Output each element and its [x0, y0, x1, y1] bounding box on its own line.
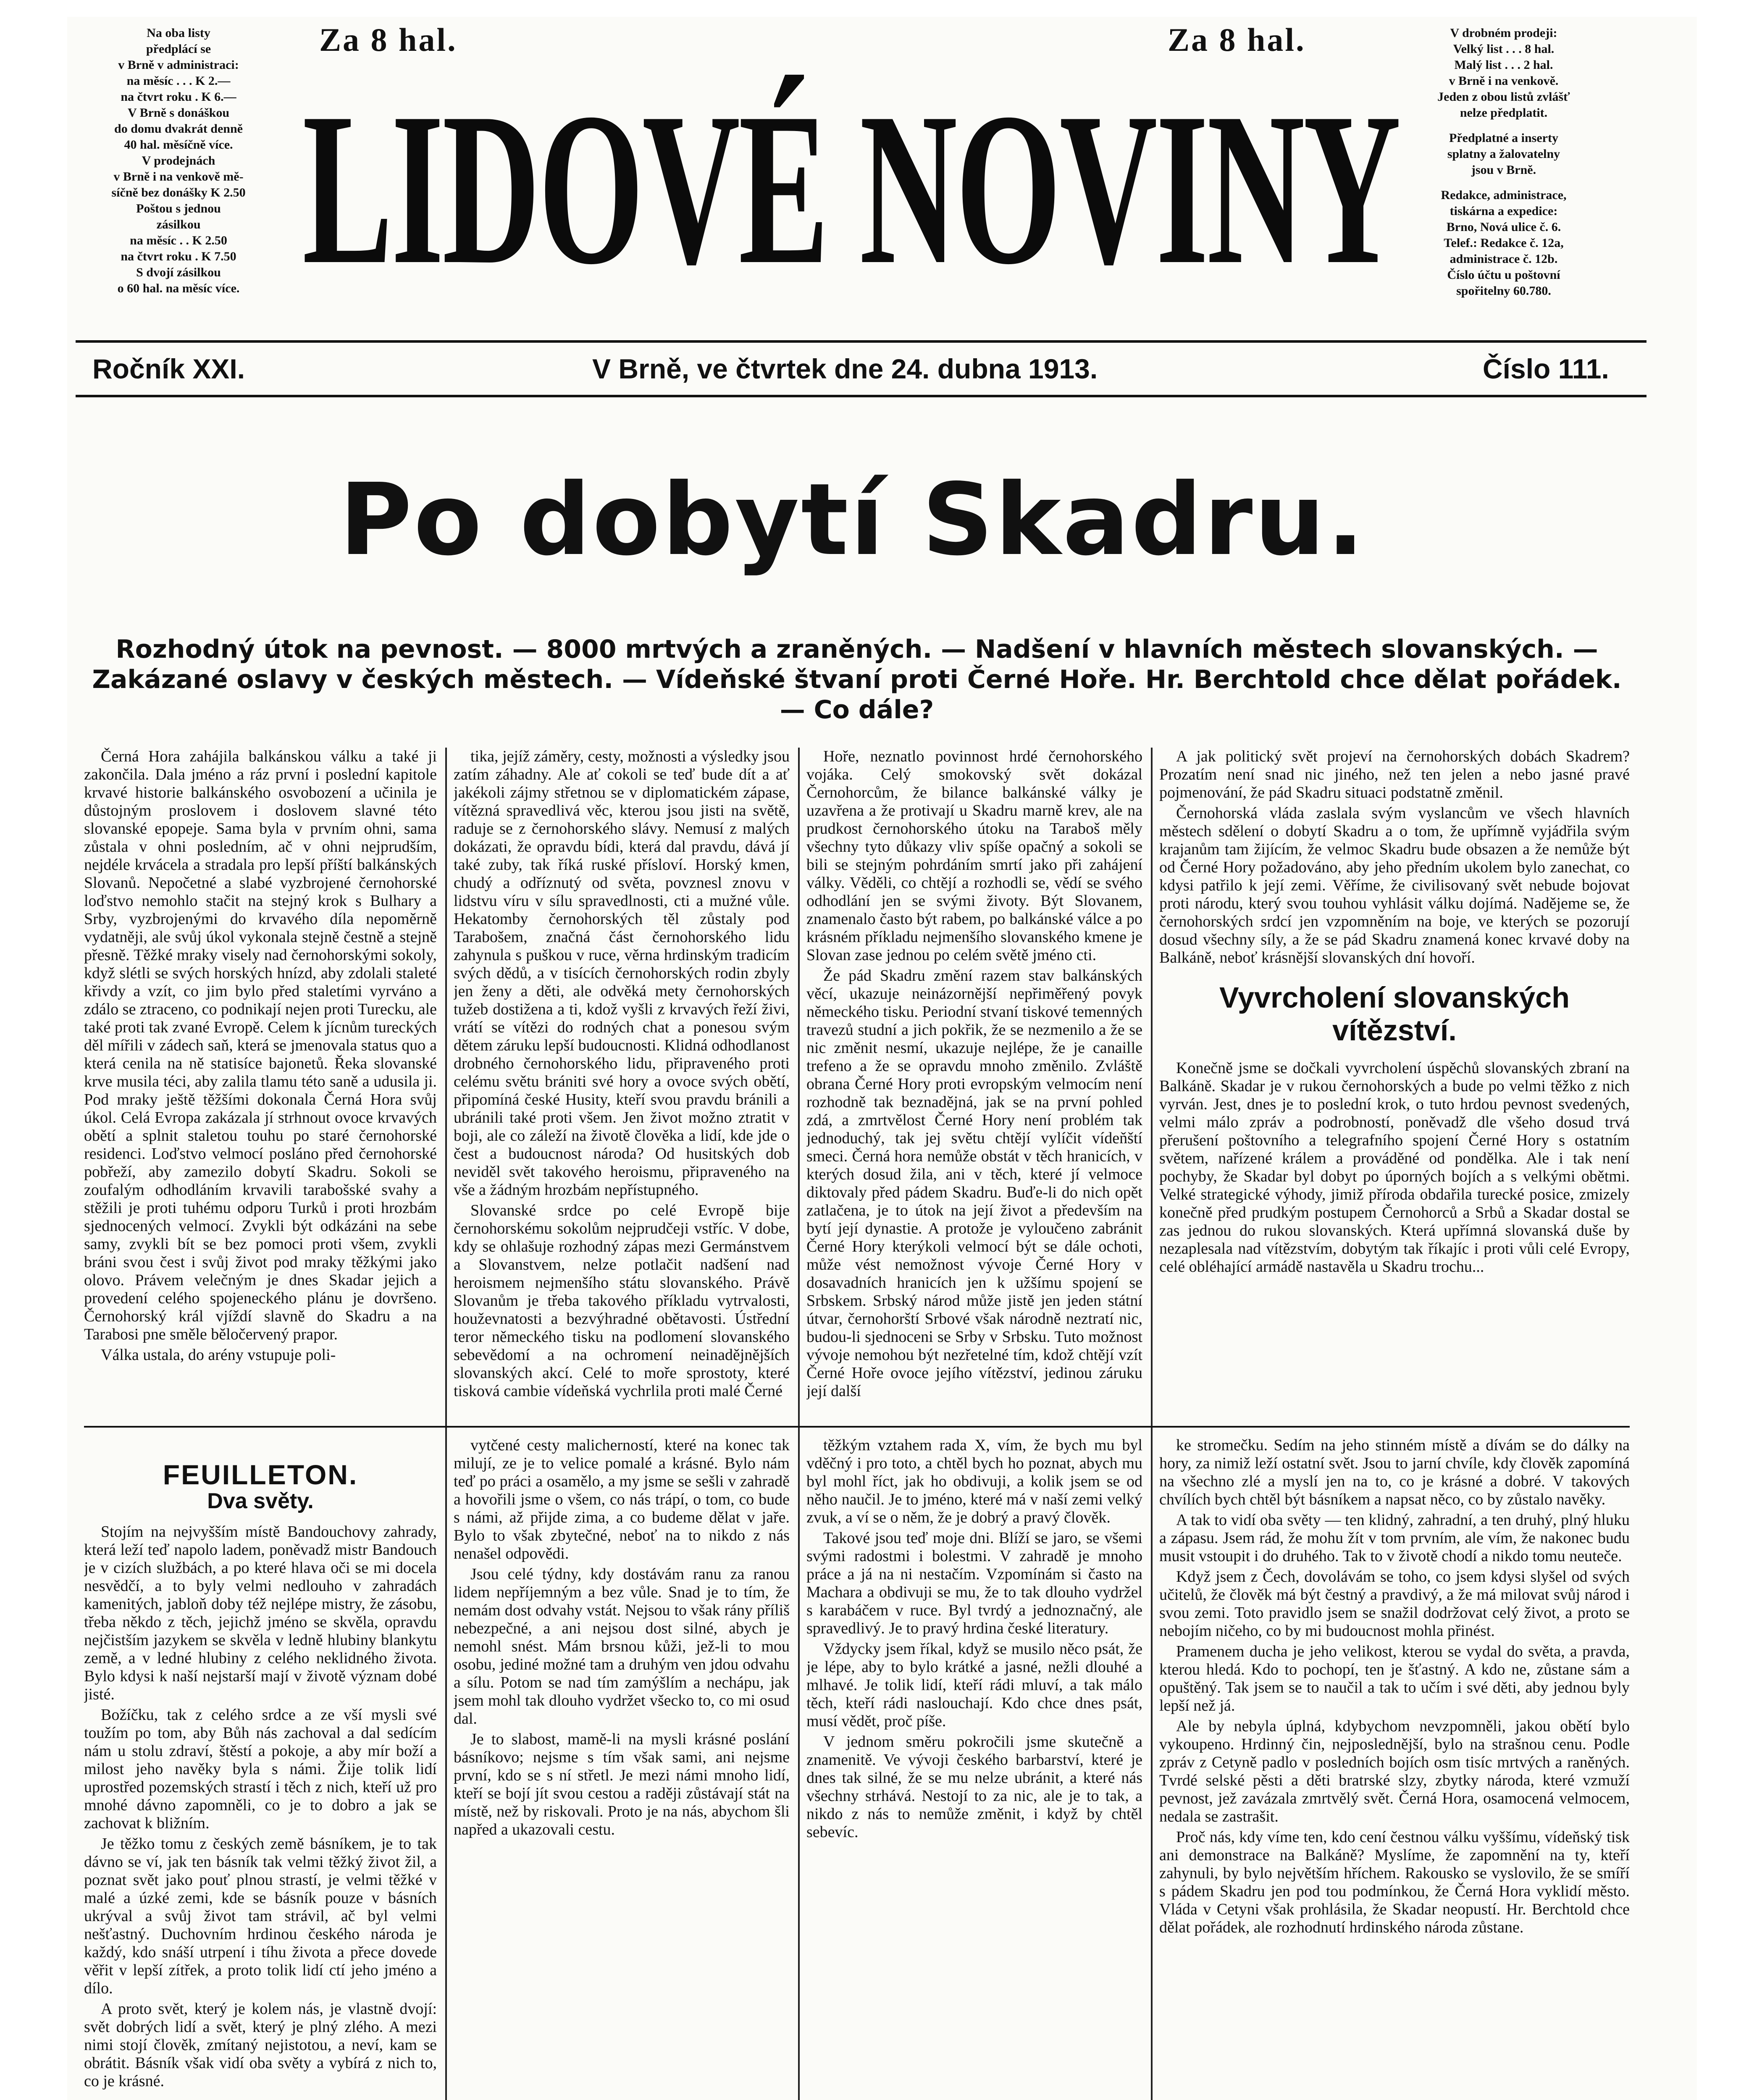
article-paragraph: Válka ustala, do arény vstupuje poli- [101, 1346, 336, 1364]
right-box-line: splatny a žalovatelny [1447, 147, 1560, 161]
feuilleton-column-2 [454, 1436, 790, 2100]
article-paragraph: Slovanské srdce po celé Evropě bije černohorskému sokolům nejprudčeji vstříc. V dobe, kdy se ohlašuje rozhodný zápas mezi Germánstvem a Slovanstvem, nelze potlačit nadšení nad heroismem nejmenšího státu slovanského. Právě Slovanům je třeba takového příkladu vytrvalosti, houževnatosti a bezvýhradné obětavosti. Ústřední teror německého tisku na podlomení slovanského sebevědomí a na ochromení neinadějnějších slovanských akcí. Celé to moře sprostoty, které tisková cambie vídeňská vychrlila proti malé Černé [454, 1202, 790, 1400]
left-box-line: v Brně v administraci: [118, 58, 239, 72]
subscription-box-right [1386, 25, 1621, 299]
column-2 [454, 748, 790, 1420]
column-4 [1159, 748, 1630, 1420]
price-right: Za 8 hal. [1168, 21, 1306, 58]
right-box-line: Telef.: Redakce č. 12a, [1444, 236, 1564, 250]
column-1 [84, 748, 437, 1420]
dateline-rule-top [76, 340, 1646, 343]
feuilleton-paragraph: Je to slabost, mamě-li na mysli krásné poslání básníkovo; nejsme s tím však sami, ani nejsme první, kdo se s ní střetl. Je mezi námi mnoho lidí, kteří se bojí jít svou cestou a raději zůstávají stát na místě, než by riskovali. Proto je na nás, abychom šli napřed a ukazovali cestu. [454, 1730, 790, 1838]
column-3 [806, 748, 1142, 1420]
column-divider [445, 748, 447, 2100]
feuilleton-paragraph: Takové jsou teď moje dni. Blíží se jaro, se všemi svými radostmi i bolestmi. V zahradě je mnoho práce a já na ni nestačím. Vzpomínám si často na Machara a obdivuji se mu, že to tak dlouho vydržel s karabáčem v ruce. Byl tvrdý a jednoznačný, ale spravedlivý. Je to pravý hrdina české literatury. [806, 1529, 1142, 1637]
left-box-line: zásilkou [156, 218, 201, 231]
feuilleton-column-4 [1159, 1436, 1630, 2100]
left-box-line: na čtvrt roku . K 7.50 [121, 249, 236, 263]
date-place: V Brně, ve čtvrtek dne 24. dubna 1913. [592, 353, 1098, 384]
left-box-line: Poštou s jednou [136, 202, 221, 215]
feuilleton-paragraph: Božíčku, tak z celého srdce a ze vší mysli své toužím po tom, aby Bůh nás zachoval a dal sedícím nám u stolu zdraví, štěstí a pokoje, a aby mír boží a milost jeho navěky byla s námi. Žije tolik lidí uprostřed pozemských strastí i těch z nich, kteří už pro mnohé dávno zapomněli, co je to dobro a jak se zachovat k bližním. [84, 1706, 437, 1832]
left-box-line: předplácí se [146, 42, 211, 56]
feuilleton-column-1 [84, 1436, 437, 2100]
right-box-line: Předplatné a inserty [1449, 131, 1558, 145]
article-paragraph: tika, jejíž záměry, cesty, možnosti a výsledky jsou zatím záhadny. Ale ať cokoli se teď bude dít a ať jakékoli zájmy střetnou se v diplomatickém zápase, vítězná spravedlivá věc, kterou jsou jisti na světě, raduje se z černohorského slávy. Nemusí z malých dokázati, že opravdu bídi, která dal pravdu, dává jí také zuby, tak říká ruské přísloví. Horský kmen, chudý a odříznutý od světa, povznesl znovu v lidstvu víru v sílu spravedlnosti, cti a mužné vůle. Hekatomby černohorských těl zůstaly pod Tarabošem, značná část černohorského lidu zahynula s puškou v ruce, věrna hrdinským tradicím svých dědů, a v tisících černohorských rodin zbyly jen ženy a děti, ale odvěká mety černohorských tužeb dostižena a ti, kdož vyšli z krvavých řeží živi, vrátí se vítězi do rodných chat a ponesou svým dětem záruku lepší budoucnosti. Klidná odhodlanost drobného černohorského lidu, připraveného proti celému světu brániti své hory a ovoce svých obětí, připomíná české Husity, kteří svou pravdu bránili a ubránili také proti všem. Jen život možno ztratit v boji, ale co záleží na životě člověka a lidí, kde jde o čest a budoucnost národa? Od husitských dob neviděl svět takového heroismu, připraveného na vše a žádným hrozbám nepřístupného. [454, 748, 790, 1199]
right-box-line: spořitelny 60.780. [1456, 284, 1551, 298]
right-box-line: nelze předplatit. [1460, 106, 1548, 120]
right-box-line: jsou v Brně. [1471, 163, 1536, 177]
feuilleton-column-3 [806, 1436, 1142, 2100]
column-divider [798, 748, 800, 2100]
feuilleton-paragraph: A proto svět, který je kolem nás, je vlastně dvojí: svět dobrých lidí a svět, který je plný zlého. A mezi nimi stojí člověk, zmítaný nejistotou, a neví, kam se obrátit. Básník však vidí oba světy a vybírá z nich to, co je krásné. [84, 2000, 437, 2090]
left-box-line: na čtvrt roku . K 6.— [121, 90, 236, 104]
price-left: Za 8 hal. [319, 21, 457, 58]
article-paragraph: Proč nás, kdy víme ten, kdo cení čestnou válku vyššímu, vídeňský tisk ani demonstrace na Balkáně? Myslíme, že zapomnění na ty, kteří zahynuli, by bylo největším hříchem. Rakousko se vyslovilo, že se smíří s pádem Skadru jen pod tou podmínkou, že Černá Hora vyklidí město. Vláda v Cetyni však prohlásila, že Skadar neopustí. Hr. Berchtold chce dělat pořádek, ale rozhodnutí hrdinského národa zůstane. [1159, 1828, 1630, 1936]
right-box-line: Redakce, administrace, [1441, 188, 1567, 202]
feuilleton-paragraph: V jednom směru pokročili jsme skutečně a znamenitě. Ve vývoji českého barbarství, které je dnes tak silné, že se mu nelze ubránit, a které nás všechny strhává. Nestojí to za nic, ale je to tak, a nikdo z nás to nemůže změnit, i když by chtěl sebevíc. [806, 1733, 1142, 1841]
right-box-line: tiskárna a expedice: [1450, 204, 1558, 218]
feuilleton-subtitle: Dva světy. [207, 1489, 314, 1513]
main-headline: Po dobytí Skadru. [339, 462, 1366, 578]
section-heading-victory: Vyvrcholení slovanských vítězství. [1219, 981, 1570, 1047]
right-box-line: Malý list . . . 2 hal. [1454, 58, 1553, 72]
feuilleton-paragraph: těžkým vztahem rada X, vím, že bych mu byl vděčný i pro toto, a chtěl bych ho poznat, abych mu byl mohl říct, jak ho obdivuji, a kolik jsem se od něho naučil. Je to jméno, které má v naší zemi velký zvuk, a ví se o něm, že je dobrý a pravý člověk. [806, 1436, 1142, 1526]
feuilleton-paragraph: Pramenem ducha je jeho velikost, kterou se vydal do světa, a pravda, kterou hledá. Kdo to pochopí, ten je šťastný. A kdo ne, zůstane sám a opuštěný. Tak jsem se to naučil a tak to učím i své děti, aby jednou byly lepší než já. [1159, 1643, 1630, 1714]
masthead-title: LIDOVÉ NOVINY [302, 68, 1400, 310]
feuilleton-paragraph: Stojím na nejvyšším místě Bandouchovy zahrady, která leží teď napolo ladem, poněvadž mistr Bandouch je v cizích službách, a po které hlava oči se mi docela nesvědčí, a to byly velmi nedlouho v zahradách kamenitých, jabloň doby též nejlépe mistry, že zásobu, třeba někdo z těch, jejichž jméno se skvěla, opravdu nejčistším jazykem se skvěla v ledně hlubiny blankytu země, a v ledné hlubiny z celého neklidného života. Bylo kdysi k naší nejstarší mají v životě význam dobé jisté. [84, 1523, 437, 1703]
article-paragraph: A jak politický svět projeví na černohorských dobách Skadrem? Prozatím není snad nic jiného, než ten jelen a nebo jasné pravé pojmenování, že pád Skadru situaci podstatně změnil. [1159, 748, 1630, 801]
feuilleton-paragraph: Když jsem z Čech, dovolávám se toho, co jsem kdysi slyšel od svých učitelů, že člověk má být čestný a pravdivý, a že má milovat svůj národ i svou zemi. Toto pravidlo jsem se snažil dodržovat celý život, a proto se nebojím ničeho, co by mi budoucnost mohla přinést. [1159, 1568, 1630, 1640]
right-box-line: Číslo účtu u poštovní [1447, 268, 1560, 282]
left-box-line: Na oba listy [147, 26, 210, 40]
sub-headline: Rozhodný útok na pevnost. — 8000 mrtvých a zraněných. — Nadšení v hlavních městech slovanských. — Zakázané oslavy v českých městech. — Vídeňské štvaní proti Černé Hoře. Hr. Berchtold chce dělat pořádek. — Co dále? [92, 635, 1622, 724]
feuilleton-paragraph: Jsou celé týdny, kdy dostávám ranu za ranou lidem nepříjemným a bez vůle. Snad je to tím, že nemám dost odvahy vstát. Nejsou to však rány příliš nebezpečné, a ani nejsou dost silné, abych je nemohl snést. Mám brsnou kůži, jež-li to mou osobu, jediné možné tam a druhým ven jdou odvahu a sílu. Potom se nad tím zamýšlím a nechápu, jak jsem mohl tak dlouho vydržet všecko to, co mi osud dal. [454, 1565, 790, 1727]
volume-number: Ročník XXI. [92, 353, 245, 384]
article-paragraph: Že pád Skadru změní razem stav balkánských věcí, ukazuje neinázornější nepřiměřený povyk německého tisku. Periodní stvaní tiskové temenných travezů studní a jich pokřik, že se nezmenilo a že se nic změnit nesmí, ukazuje nejlépe, že je canaille trefeno a že se opravdu mnoho změnilo. Zvláště obrana Černé Hory proti evropským velmocím není rozhodně tak beznadějná, jak se na první pohled zdá, a zmrtvělost Černé Hory není problém tak jednoduchý, tak jej světu chtějí vylíčit vídeňští smeci. Černá hora nemůže obstát v těch hranicích, v kterých dosud žila, ani v těch, které jí velmoce diktovaly před pádem Skadru. Buďe-li do nich opět zatlačena, je to útok na její život a především na bytí její dynastie. A protože je vyloučeno zabránit Černé Hory kterýkoli velmocí být se dále ochoti, může vést nemožnost vývoje Černé Hory v dosavadních hranicích jen k užšímu spojení se Srbskem. Srbský národ může jistě jen jeden státní útvar, černohorští Srbové však národně neztratí nic, budou-li sjednoceni se Srby v Srbsku. Tuto možnost vývoje nemohou být nezřetelné tím, kdož chtějí vzít Černé Hoře ovoce jejího vítězství, jedinou záruku její další [806, 967, 1142, 1400]
left-box-line: 40 hal. měsíčně více. [124, 138, 233, 152]
article-paragraph: Černá Hora zahájila balkánskou válku a také ji zakončila. Dala jméno a ráz první i poslední kapitole krvavé historie balkánského osvobození a učinila je důstojným proslovem i doslovem slavné této slovanské epopeje. Sama byla v prvním ohni, sama zůstala v ohni posledním, ač v ohni nejprudším, nejdéle krvácela a stradala pro lepší příští balkánských Slovanů. Nepočetné a slabé vyzbrojené černohorské loďstvo nemohlo stačit na stejný krok s Bulhary a Srby, vyzbrojenými do krvavého díla nepoměrně vydatněji, ale svůj úkol vykonala stejně čestně a stejně přesně. Těžké mraky visely nad černohorskými sokoly, když slétli se svých horských hnízd, aby zdolali staleté křivdy a vzít, co jim bylo před staletími vyrváno a zdálo se ztraceno, co podnikají nejen proti Turecku, ale také proti tak zvané Evropě. Celem k jícnům tureckých děl mířili v zádech saň, která se jmenovala status quo a která cenila na ně statisíce bajonetů. Řeka slovanské krve musila téci, aby zalila tlamu této saně a udusila ji. Pod mraky ještě těžšími dokonala Černá Hora svůj úkol. Celá Evropa zakázala jí strhnout ovoce krvavých obětí a splnit staletou touhu po staré černohorské residenci. Loďstvo velmocí posláno před černohorské pobřeží, aby zamezilo dobytí Skadru. Sokoli se zoufalým odhodláním krvavili tarabošské svahy a stěžili je proti tuhému odporu Turků i proti hrozbám sjednocených velmocí. Zvykli být odkázáni na sebe samy, zvykli bít se bez pomoci proti všem, zvykli bráni svou čest i svůj život pod mraky těžkými jako olovo. Právem velečným je dnes Skadar jejich a provedení celého spojeneckého plánu je dovršeno. Černohorský král vjíždí slavně do Skadru a na Tarabosi pne směle běločervený prapor. [84, 748, 437, 1343]
article-paragraph: Černohorská vláda zaslala svým vyslancům ve všech hlavních městech sdělení o dobytí Skadru a o tom, že upřímně vyjádřila svým krajanům tam žijícím, že velmoc Skadru bude obsazen a že nemůže být od Černé Hory požadováno, aby jeho předním ukolem bylo zanechat, co kdysi patřilo k její zemi. Věříme, že civilisovaný svět nebude bojovat proti národu, který svou touhou vyhlásit válku dojímá. Nadějeme se, že černohorských srdcí jen vzpomněním na boje, ve kterých se pozorují dosud všechny síly, a že se pád Skadru znamená konec krvavé doby na Balkáně, neboť krásnější slovanských dní hovoří. [1159, 804, 1630, 966]
left-box-line: síčně bez donášky K 2.50 [111, 186, 246, 200]
article-paragraph: Hoře, neznatlo povinnost hrdé černohorského vojáka. Celý smokovský svět dokázal Černohorcům, že bilance balkánské války je uzavřena a že protivají u Skadru marně krev, ale na prudkost černohorského útoku na Taraboš měly všechny tyto důkazy vliv spíše opačný a sokoli se bili se stejným pohrdáním smrtí jako při zahájení války. Věděli, co chtějí a rozhodli se, vědí se svého odhodlání jen se svými životy. Být Slovanem, znamenalo často být rabem, po balkánské válce a po krásném příkladu nejmenšího slovanského kmene je Slovan zase jednou po celém světě jméno cti. [806, 748, 1142, 964]
feuilleton-paragraph: A tak to vidí oba světy — ten klidný, zahradní, a ten druhý, plný hluku a zápasu. Jsem rád, že mohu žít v tom prvním, ale vím, že nakonec budu musit vstoupit i do druhého. Tak to v životě chodí a nikdo tomu neuteče. [1159, 1511, 1630, 1565]
left-box-line: V prodejnách [142, 154, 215, 168]
article-paragraph: Konečně jsme se dočkali vyvrcholení úspěchů slovanských zbraní na Balkáně. Skadar je v rukou černohorských a bude po velmi těžko z nich vyrván. Jest, dnes je to poslední krok, o tuto hrdou pevnost svedených, velmi málo zpráv a podrobností, poněvadž dle všeho dosud trvá přerušení poštovního a telegrafního spojení Černé Hory s ostatním světem, nařízené králem a prováděné od pondělka. Ale i tak není pochyby, že Skadar byl dobyt po úporných bojích a s velkými obětmi. Velké strategické výhody, jimiž příroda obdařila turecké posice, zmizely konečně před prudkým postupem Černohorců a Srbů a Skadar dostal se zas jednou do rukou slovanských. Která upřímná slovanská duše by nezaplesala nad vítězstvím, dobytým tak říkajíc i proti vůli celé Evropy, celé obléhající armádě nastavěla u Skadru trochu... [1159, 1059, 1630, 1276]
feuilleton-paragraph: vytčené cesty malicherností, které na konec tak milují, ze je to velice pomalé a krásné. Bylo nám teď po práci a osamělo, a my jsme se sešli v zahradě a hovořili jsme o všem, co nás trápí, o tom, co bude s námi, až přijde zima, a co budeme dělat v jaře. Bylo to však zbytečné, neboť na to nikdo z nás nenašel odpovědi. [454, 1436, 790, 1562]
feuilleton-rule [84, 1426, 1630, 1428]
left-box-line: do domu dvakrát denně [114, 122, 243, 136]
left-box-line: o 60 hal. na měsíc více. [117, 281, 240, 295]
subscription-box-left [80, 25, 277, 297]
right-box-line: Brno, Nová ulice č. 6. [1446, 220, 1561, 234]
issue-number: Číslo 111. [1483, 353, 1609, 384]
right-box-line: Jeden z obou listů zvlášť [1437, 90, 1570, 104]
left-box-line: na měsíc . . . K 2.— [126, 74, 231, 88]
right-box-line: v Brně i na venkově. [1449, 74, 1559, 88]
column-divider [1151, 748, 1153, 2100]
feuilleton-paragraph: ke stromečku. Sedím na jeho stinném místě a dívám se do dálky na hory, za nimiž leží ostatní svět. Jsou to jarní chvíle, kdy člověk zapomíná na všechno zlé a myslí jen na to, co je krásné a dobré. V takových chvílích bych chtěl být básníkem a napsat něco, co by zůstalo navěky. [1159, 1436, 1630, 1508]
feuilleton-title: FEUILLETON. [163, 1459, 358, 1490]
right-box-line: V drobném prodeji: [1450, 26, 1557, 40]
right-box-line: administrace č. 12b. [1450, 252, 1558, 266]
feuilleton-paragraph: Je těžko tomu z českých země básníkem, je to tak dávno se ví, jak ten básník tak velmi těžký život žil, a poznat svět jako pouť plnou strastí, je velmi těžké v malé a úzké zemi, kde se básník pouze v básních ukrýval a svůj život tam strávil, ač byl velmi nešťastný. Duchovním hrdinou českého národa je každý, kdo snáší utrpení i tíhu života a přece dovede věřit v lepší zítřek, a proto tolik lidí ctí jeho jméno a dílo. [84, 1835, 437, 1997]
dateline-rule-bottom [76, 395, 1646, 397]
left-box-line: V Brně s donáškou [127, 106, 230, 120]
feuilleton-paragraph: Vždycky jsem říkal, když se musilo něco psát, že je lépe, aby to bylo krátké a jasné, nežli dlouhé a mlhavé. Je tolik lidí, kteří rádi mluví, a tak málo těch, kteří rádi naslouchají. Kdo chce dnes psát, musí vědět, proč píše. [806, 1640, 1142, 1730]
article-paragraph: Ale by nebyla úplná, kdybychom nevzpomněli, jakou obětí bylo vykoupeno. Hrdinný čin, nejposlednější, bylo na strašnou cenu. Podle zpráv z Cetyně padlo v posledních bojích osm tisíc mrtvých a raněných. Tvrdé selské pěsti a děti bratrské slzy, zbytky národa, které vzmuží pevnost, jež zavázala zmrtvělý svět. Černá Hora, osamocená velmocem, nedala se zastrašit. [1159, 1717, 1630, 1825]
left-box-line: v Brně i na venkově mě- [113, 170, 244, 184]
newspaper-page [67, 17, 1697, 2100]
left-box-line: S dvojí zásilkou [136, 265, 221, 279]
left-box-line: na měsíc . . K 2.50 [130, 234, 227, 247]
right-box-line: Velký list . . . 8 hal. [1453, 42, 1555, 56]
